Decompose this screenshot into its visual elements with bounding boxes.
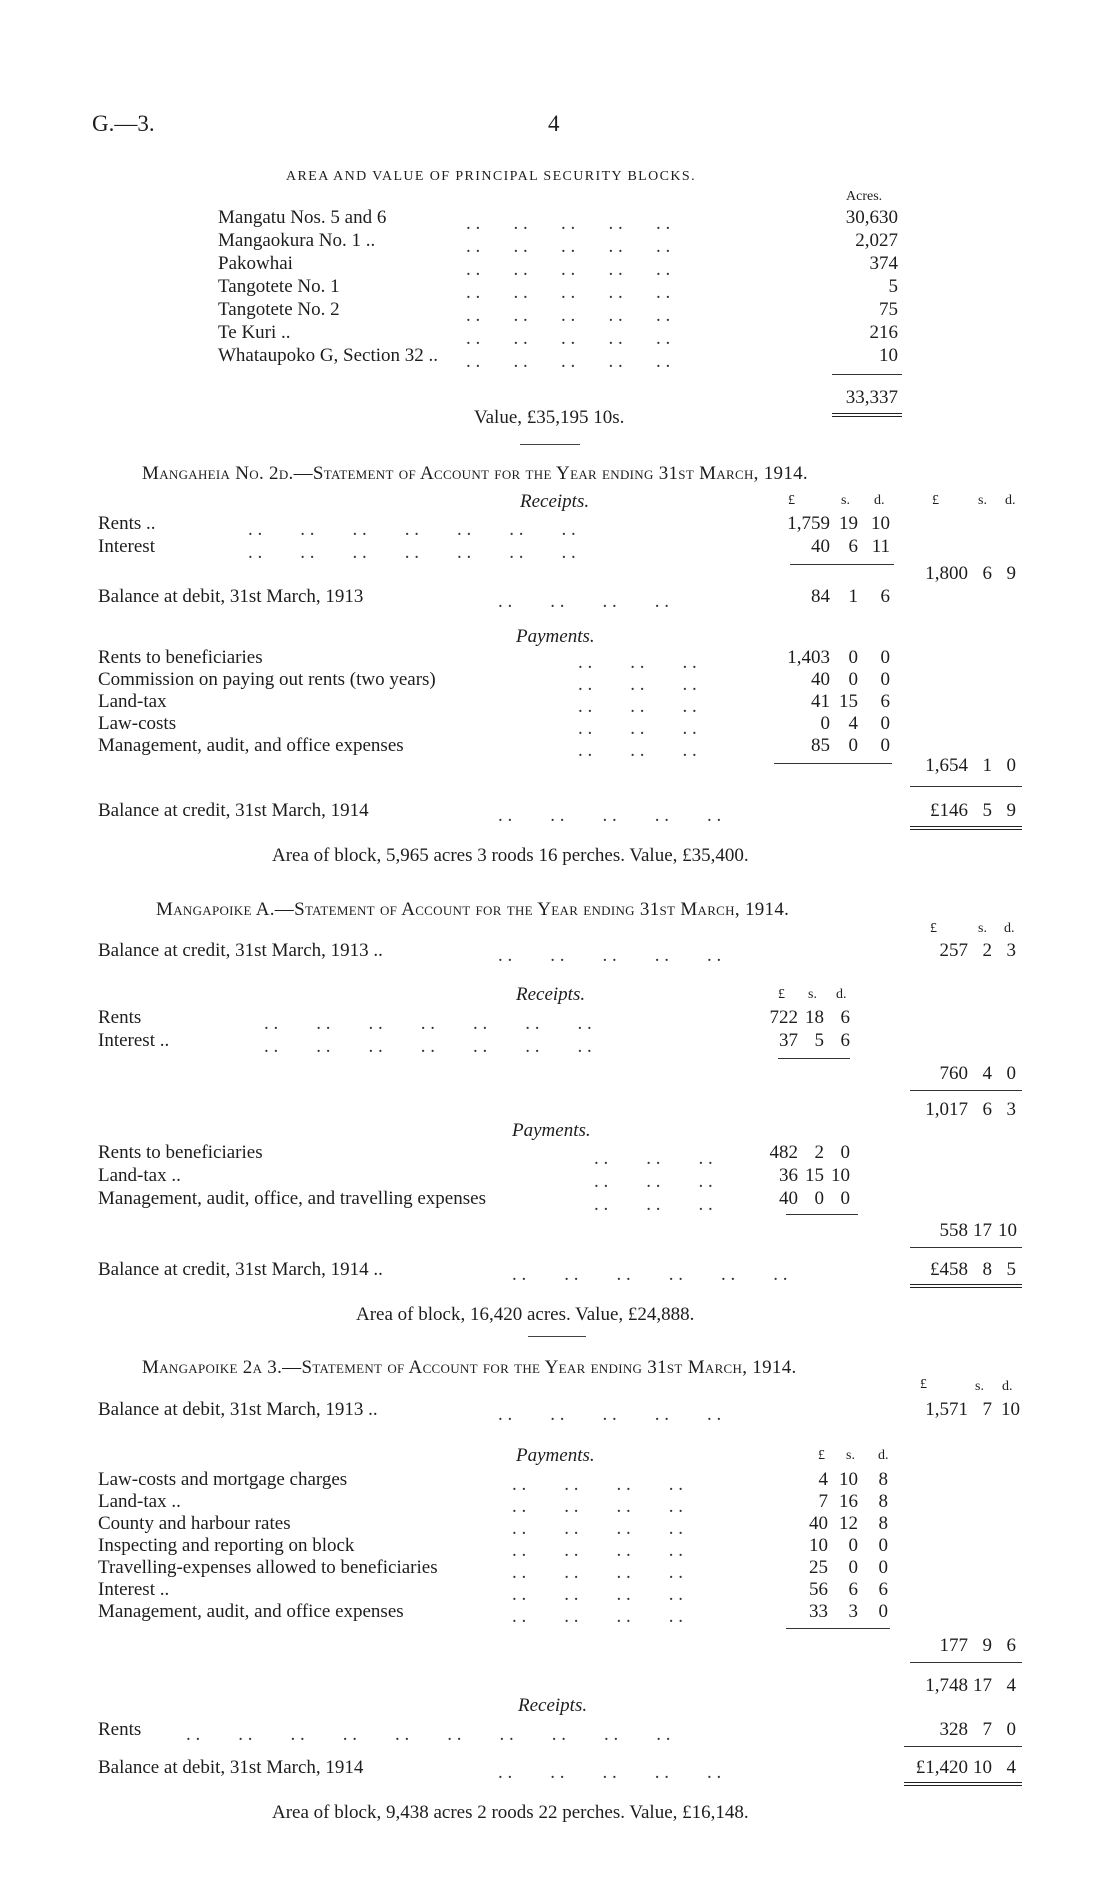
amount-pence: 10 xyxy=(871,513,890,534)
amount-pounds: 40 xyxy=(811,536,830,557)
amount-pence: 4 xyxy=(1006,1675,1016,1696)
amount-pounds: 84 xyxy=(811,586,830,607)
amount-pounds: 482 xyxy=(769,1142,798,1163)
total-rule xyxy=(910,1247,1022,1248)
col-pounds: £ xyxy=(818,1448,825,1463)
amount-pounds: 85 xyxy=(811,735,830,756)
s3-receipts-label: Receipts. xyxy=(518,1695,588,1716)
s2-receipts-label: Receipts. xyxy=(516,984,586,1005)
leader-dots: . . . . . . . . . . xyxy=(498,805,722,826)
col-shillings: s. xyxy=(846,1448,855,1463)
subtotal-rule xyxy=(786,1628,890,1629)
row-label: Law-costs and mortgage charges xyxy=(98,1469,348,1490)
amount-pounds: 25 xyxy=(809,1557,828,1578)
leader-dots: . . . . . . . . . . . . . . . . . . . . . . . . . . . . . . xyxy=(578,652,697,761)
amount-shillings: 0 xyxy=(848,1557,858,1578)
subtotal-rule xyxy=(778,1058,850,1059)
block-acres: 75 xyxy=(879,299,898,320)
amount-pence: 9 xyxy=(1006,563,1016,584)
leader-dots: . . . . . . . . . . . . . . . . . . . . . . . . . . . . . . . . . . . . . . . . . . . . . . . . . . . . . . . . xyxy=(512,1474,683,1627)
amount-shillings: 9 xyxy=(982,1635,992,1656)
total-rule xyxy=(904,1746,1022,1747)
s1-payments-label: Payments. xyxy=(516,626,595,647)
s2-area: Area of block, 16,420 acres. Value, £24,888. xyxy=(356,1304,695,1325)
s1-area: Area of block, 5,965 acres 3 roods 16 perches. Value, £35,400. xyxy=(272,845,749,866)
amount-pounds: 1,403 xyxy=(787,647,830,668)
blocks-total: 33,337 xyxy=(845,387,898,408)
block-name: Pakowhai xyxy=(218,253,293,274)
amount-pounds: 7 xyxy=(818,1491,828,1512)
amount-shillings: 6 xyxy=(982,563,992,584)
amount-pounds: 0 xyxy=(820,713,830,734)
amount-shillings: 10 xyxy=(973,1757,992,1778)
amount-pounds: 722 xyxy=(769,1007,798,1028)
col-pounds: £ xyxy=(788,493,795,508)
amount-shillings: 4 xyxy=(982,1063,992,1084)
amount-pounds: 558 xyxy=(939,1220,968,1241)
block-acres: 374 xyxy=(869,253,898,274)
blocks-value: Value, £35,195 10s. xyxy=(474,407,625,428)
amount-pounds: 10 xyxy=(809,1535,828,1556)
row-label: Management, audit, and office expenses xyxy=(98,735,404,756)
row-label: Land-tax .. xyxy=(98,1165,181,1186)
col-pence: d. xyxy=(1005,493,1016,508)
total-double-rule xyxy=(832,413,902,417)
amount-pounds: 1,759 xyxy=(787,513,830,534)
amount-pence: 8 xyxy=(878,1469,888,1490)
leader-dots: . . . . . . . . . . xyxy=(498,1762,722,1783)
amount-shillings: 2 xyxy=(814,1142,824,1163)
row-label: Rents .. xyxy=(98,513,156,534)
amount-shillings: 15 xyxy=(839,691,858,712)
amount-shillings: 0 xyxy=(848,735,858,756)
total-double-rule xyxy=(910,826,1022,830)
amount-shillings: 10 xyxy=(839,1469,858,1490)
amount-shillings: 6 xyxy=(848,1579,858,1600)
block-name: Mangatu Nos. 5 and 6 xyxy=(218,207,387,228)
row-label: Commission on paying out rents (two years) xyxy=(98,669,436,690)
amount-pence: 3 xyxy=(1006,1099,1016,1120)
amount-shillings: 15 xyxy=(805,1165,824,1186)
amount-pounds: 1,800 xyxy=(925,563,968,584)
amount-shillings: 7 xyxy=(982,1719,992,1740)
row-label: Rents to beneficiaries xyxy=(98,1142,263,1163)
amount-pence: 0 xyxy=(840,1188,850,1209)
amount-shillings: 0 xyxy=(848,669,858,690)
row-label: Interest .. xyxy=(98,1030,170,1051)
amount-pence: 11 xyxy=(871,536,890,557)
col-shillings: s. xyxy=(978,921,987,936)
col-pounds: £ xyxy=(920,1377,927,1392)
amount-pounds: 37 xyxy=(779,1030,798,1051)
amount-shillings: 12 xyxy=(839,1513,858,1534)
amount-pounds: 41 xyxy=(811,691,830,712)
row-label: Rents to beneficiaries xyxy=(98,647,263,668)
leader-dots: . . . . . . . . . . xyxy=(498,945,722,966)
row-label: Inspecting and reporting on block xyxy=(98,1535,355,1556)
amount-shillings: 16 xyxy=(839,1491,858,1512)
subtotal-rule xyxy=(786,1214,858,1215)
row-label: Rents xyxy=(98,1719,142,1740)
amount-shillings: 5 xyxy=(814,1030,824,1051)
block-acres: 2,027 xyxy=(855,230,898,251)
block-name: Tangotete No. 2 xyxy=(218,299,340,320)
amount-shillings: 0 xyxy=(848,647,858,668)
leader-dots: . . . . . . . . . . . . . . . . . . . . . . . . . . . . . . . . . . . . . . . . . . . . . . . . . . . . . . . . . . . . . . . . . . . . . . xyxy=(466,213,671,372)
amount-pence: 0 xyxy=(1006,1719,1016,1740)
amount-pence: 6 xyxy=(840,1007,850,1028)
total-double-rule xyxy=(904,1782,1022,1786)
col-shillings: s. xyxy=(978,493,987,508)
amount-pounds: 1,748 xyxy=(925,1675,968,1696)
row-label: County and harbour rates xyxy=(98,1513,291,1534)
amount-shillings: 17 xyxy=(973,1220,992,1241)
amount-pence: 8 xyxy=(878,1491,888,1512)
amount-pence: 4 xyxy=(1006,1757,1016,1778)
amount-pence: 0 xyxy=(880,735,890,756)
leader-dots: . . . . . . . . . . . . . . . . . . . . xyxy=(186,1724,671,1745)
row-label: Balance at credit, 31st March, 1913 .. xyxy=(98,940,383,961)
block-acres: 5 xyxy=(888,276,898,297)
amount-shillings: 7 xyxy=(982,1399,992,1420)
row-label: Land-tax xyxy=(98,691,167,712)
amount-pence: 8 xyxy=(878,1513,888,1534)
amount-pounds: 177 xyxy=(939,1635,968,1656)
s1-title: Mangaheia No. 2d.—Statement of Account for the Year ending 31st March, 1914. xyxy=(142,463,808,484)
amount-pounds: 40 xyxy=(779,1188,798,1209)
amount-shillings: 6 xyxy=(982,1099,992,1120)
block-name: Whataupoko G, Section 32 .. xyxy=(218,345,439,366)
col-pence: d. xyxy=(1004,921,1015,936)
page-number: 4 xyxy=(548,111,560,136)
s3-payments-label: Payments. xyxy=(516,1445,595,1466)
amount-shillings: 17 xyxy=(973,1675,992,1696)
amount-pounds: 328 xyxy=(939,1719,968,1740)
section-divider xyxy=(520,444,580,445)
row-label: Balance at credit, 31st March, 1914 xyxy=(98,800,369,821)
amount-shillings: 5 xyxy=(982,800,992,821)
subtotal-rule xyxy=(790,564,894,565)
row-label: Rents xyxy=(98,1007,142,1028)
section-divider xyxy=(528,1336,586,1337)
amount-shillings: 18 xyxy=(805,1007,824,1028)
col-pence: d. xyxy=(1002,1379,1013,1394)
amount-pence: 6 xyxy=(1006,1635,1016,1656)
amount-shillings: 0 xyxy=(848,1535,858,1556)
amount-pounds: 1,571 xyxy=(925,1399,968,1420)
amount-pence: 0 xyxy=(1006,1063,1016,1084)
leader-dots: . . . . . . . . . . . . . . . . . . . . . . . . . . . . xyxy=(248,519,576,563)
row-label: Land-tax .. xyxy=(98,1491,181,1512)
col-pence: d. xyxy=(836,987,847,1002)
amount-shillings: 1 xyxy=(982,755,992,776)
s2-payments-label: Payments. xyxy=(512,1120,591,1141)
row-label: Balance at debit, 31st March, 1914 xyxy=(98,1757,364,1778)
row-label: Law-costs xyxy=(98,713,177,734)
s2-title: Mangapoike A.—Statement of Account for the Year ending 31st March, 1914. xyxy=(156,899,790,920)
total-rule xyxy=(910,1662,1022,1663)
block-acres: 30,630 xyxy=(845,207,898,228)
row-label: Interest xyxy=(98,536,155,557)
col-shillings: s. xyxy=(841,493,850,508)
amount-pence: 10 xyxy=(1001,1399,1020,1420)
amount-pounds: 1,654 xyxy=(925,755,968,776)
amount-pence: 0 xyxy=(1006,755,1016,776)
block-acres: 10 xyxy=(879,345,898,366)
page-code: G.—3. xyxy=(92,111,155,136)
col-pence: d. xyxy=(874,493,885,508)
amount-pence: 0 xyxy=(878,1535,888,1556)
amount-pence: 0 xyxy=(880,647,890,668)
amount-pence: 10 xyxy=(831,1165,850,1186)
amount-pounds: 56 xyxy=(809,1579,828,1600)
col-shillings: s. xyxy=(808,987,817,1002)
row-label: Management, audit, office, and travelling expenses xyxy=(98,1188,486,1209)
amount-shillings: 2 xyxy=(982,940,992,961)
amount-pounds: £458 xyxy=(930,1259,968,1280)
row-label: Balance at credit, 31st March, 1914 .. xyxy=(98,1259,383,1280)
amount-pence: 0 xyxy=(880,713,890,734)
amount-pence: 5 xyxy=(1006,1259,1016,1280)
amount-pounds: £1,420 xyxy=(915,1757,968,1778)
col-shillings: s. xyxy=(975,1379,984,1394)
total-rule xyxy=(910,786,1022,787)
amount-pence: 10 xyxy=(998,1220,1017,1241)
amount-shillings: 19 xyxy=(839,513,858,534)
amount-pence: 6 xyxy=(880,586,890,607)
amount-shillings: 8 xyxy=(982,1259,992,1280)
block-name: Mangaokura No. 1 .. xyxy=(218,230,376,251)
amount-pence: 6 xyxy=(880,691,890,712)
subtotal-rule xyxy=(774,763,892,764)
total-double-rule xyxy=(910,1284,1022,1288)
amount-shillings: 1 xyxy=(848,586,858,607)
amount-pence: 0 xyxy=(840,1142,850,1163)
blocks-unit: Acres. xyxy=(846,189,883,204)
amount-pounds: 33 xyxy=(809,1601,828,1622)
col-pounds: £ xyxy=(778,987,785,1002)
col-pounds: £ xyxy=(932,493,939,508)
block-acres: 216 xyxy=(869,322,898,343)
total-rule xyxy=(832,374,902,375)
col-pence: d. xyxy=(878,1448,889,1463)
blocks-title: AREA AND VALUE OF PRINCIPAL SECURITY BLOCKS. xyxy=(286,169,696,184)
row-label: Interest .. xyxy=(98,1579,170,1600)
leader-dots: . . . . . . . . . . . . . . . . . . . . . . . . . . . . xyxy=(264,1013,592,1057)
leader-dots: . . . . . . . . . . . . . . . . . . xyxy=(594,1148,713,1215)
block-name: Tangotete No. 1 xyxy=(218,276,340,297)
amount-pounds: 40 xyxy=(809,1513,828,1534)
amount-pence: 0 xyxy=(880,669,890,690)
amount-pence: 0 xyxy=(878,1557,888,1578)
amount-pence: 9 xyxy=(1006,800,1016,821)
row-label: Management, audit, and office expenses xyxy=(98,1601,404,1622)
amount-shillings: 3 xyxy=(848,1601,858,1622)
amount-shillings: 6 xyxy=(848,536,858,557)
row-label: Travelling-expenses allowed to beneficiaries xyxy=(98,1557,438,1578)
amount-pounds: 36 xyxy=(779,1165,798,1186)
leader-dots: . . . . . . . . . . . . xyxy=(512,1264,788,1285)
amount-pounds: 1,017 xyxy=(925,1099,968,1120)
amount-pounds: 257 xyxy=(939,940,968,961)
amount-pence: 3 xyxy=(1006,940,1016,961)
row-label: Balance at debit, 31st March, 1913 xyxy=(98,586,364,607)
amount-pounds: £146 xyxy=(930,800,968,821)
block-name: Te Kuri .. xyxy=(218,322,291,343)
amount-shillings: 0 xyxy=(814,1188,824,1209)
leader-dots: . . . . . . . . xyxy=(498,591,669,612)
s1-receipts-label: Receipts. xyxy=(520,491,590,512)
amount-shillings: 4 xyxy=(848,713,858,734)
amount-pence: 0 xyxy=(878,1601,888,1622)
s3-area: Area of block, 9,438 acres 2 roods 22 perches. Value, £16,148. xyxy=(272,1802,749,1823)
amount-pounds: 40 xyxy=(811,669,830,690)
row-label: Balance at debit, 31st March, 1913 .. xyxy=(98,1399,378,1420)
total-rule xyxy=(910,1090,1022,1091)
amount-pounds: 4 xyxy=(818,1469,828,1490)
amount-pounds: 760 xyxy=(939,1063,968,1084)
amount-pence: 6 xyxy=(878,1579,888,1600)
amount-pence: 6 xyxy=(840,1030,850,1051)
col-pounds: £ xyxy=(930,921,937,936)
leader-dots: . . . . . . . . . . xyxy=(498,1404,722,1425)
s3-title: Mangapoike 2a 3.—Statement of Account for the Year ending 31st March, 1914. xyxy=(142,1357,797,1378)
